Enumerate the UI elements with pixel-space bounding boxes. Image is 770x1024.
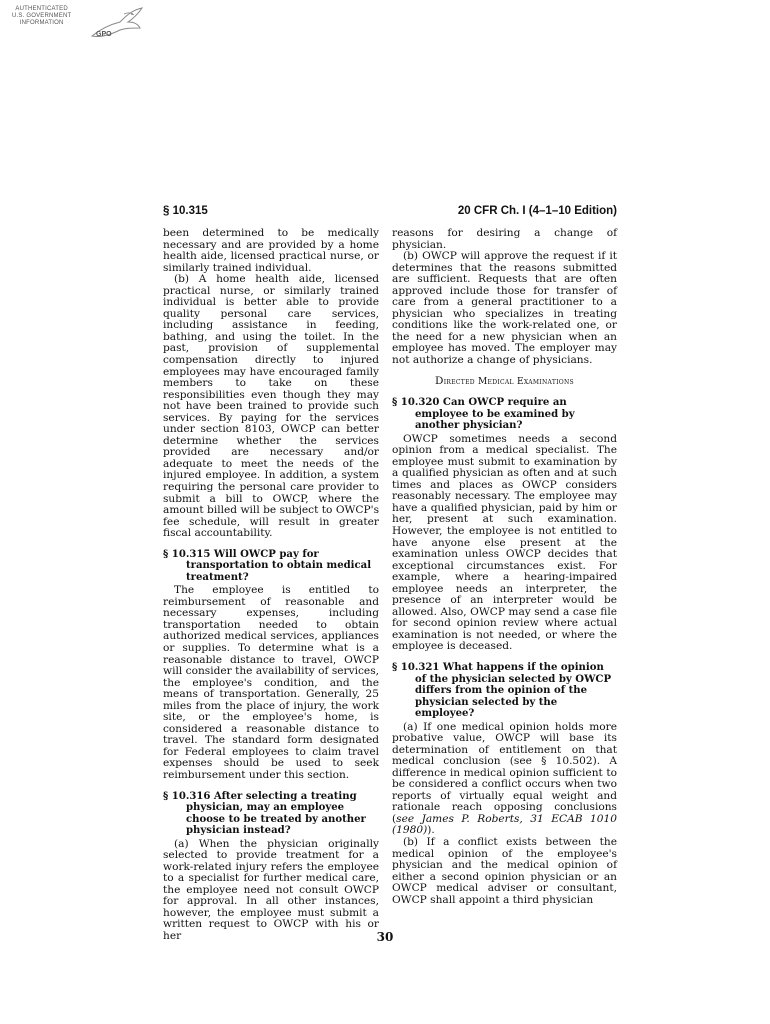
section-heading-10-320: § 10.320 Can OWCP require an employee to be examined by another physician? bbox=[392, 397, 575, 432]
paragraph: reasons for desiring a change of physician. bbox=[392, 227, 617, 251]
left-column bbox=[163, 228, 379, 942]
paragraph-text: ). bbox=[427, 824, 435, 837]
section-number: § 10.315 bbox=[163, 205, 208, 217]
paragraph: The employee is entitled to reimbursement of reasonable and necessary expenses, including transportation needed to obtain authorized medical services, appliances or supplies. To determine what is a reasonable distance to travel, OWCP will consider the availability of services, the employee's condition, and the means of transportation. Generally, 25 miles from the place of injury, the work site, or the employee's home, is considered a reasonable distance to travel. The standard form designated for Federal employees to claim travel expenses should be used to seek reimbursement under this section. bbox=[163, 584, 379, 782]
seal-line: INFORMATION bbox=[19, 20, 64, 26]
paragraph-text: (a) If one medical opinion holds more probative value, OWCP will base its determination of entitlement on that medical conclusion (see § 10.502). A difference in medical opinion sufficient to be considered a conflict occurs when two reports of virtually equal weight and rationale reach opposing conclusions ( bbox=[392, 720, 617, 825]
paragraph: been determined to be medically necessary and are provided by a home health aide, licensed practical nurse, or similarly trained individual. bbox=[163, 227, 379, 274]
gpo-authentication-seal bbox=[10, 4, 144, 50]
seal-line: U.S. GOVERNMENT bbox=[12, 13, 72, 19]
right-column bbox=[392, 228, 617, 906]
paragraph bbox=[392, 722, 617, 837]
section-heading-10-321: § 10.321 What happens if the opinion of the physician selected by OWCP differs from the opinion of the physician selected by the employee? bbox=[392, 662, 612, 719]
running-head bbox=[163, 205, 617, 221]
section-heading-10-316: § 10.316 After selecting a treating physician, may an employee choose to be treated by another physician instead? bbox=[163, 790, 366, 837]
paragraph: OWCP sometimes needs a second opinion from a medical specialist. The employee must submit to examination by a qualified physician as often and at such times and places as OWCP considers reasonably necessary. The employee may have a qualified physician, paid by him or her, present at such examination. However, the employee is not entitled to have anyone else present at the examination unless OWCP decides that exceptional circumstances exist. For example, where a hearing-impaired employee needs an interpreter, the presence of an interpreter would be allowed. Also, OWCP may send a case file for second opinion review where actual examination is not needed, or where the employee is deceased. bbox=[392, 432, 617, 653]
seal-line: AUTHENTICATED bbox=[15, 6, 68, 12]
subpart-heading: Directed Medical Examinations bbox=[435, 374, 574, 387]
paragraph: (b) If a conflict exists between the medical opinion of the employee's physician and the medical opinion of either a second opinion physician or an OWCP medical adviser or consultant, OWCP shall appoint a third physician bbox=[392, 835, 617, 906]
seal-text bbox=[12, 6, 71, 27]
paragraph: (b) A home health aide, licensed practical nurse, or similarly trained individual is better able to provide quality personal care services, including assistance in feeding, bathing, and using the toilet. In the past, provision of supplemental compensation directly to injured employees may have encouraged family members to take on these responsibilities even though they may not have been trained to provide such services. By paying for the services under section 8103, OWCP can better determine whether the services provided are necessary and/or adequate to meet the needs of the injured employee. In addition, a system requiring the personal care provider to submit a bill to OWCP, where the amount billed will be subject to OWCP's fee schedule, will result in greater fiscal accountability. bbox=[163, 273, 379, 540]
paragraph: (b) OWCP will approve the request if it determines that the reasons submitted are sufficient. Requests that are often approved include those for transfer of care from a general practitioner to a physician who specializes in treating conditions like the work-related one, or the need for a new physician when an employee has moved. The employer may not authorize a change of physicians. bbox=[392, 250, 617, 367]
paragraph: (a) When the physician originally selected to provide treatment for a work-related injury refers the employee to a specialist for further medical care, the employee need not consult OWCP for approval. In all other instances, however, the employee must submit a written request to OWCP with his or her bbox=[163, 837, 379, 942]
case-citation: see James P. Roberts, 31 ECAB 1010 (1980) bbox=[392, 812, 617, 837]
eagle-icon bbox=[88, 6, 148, 48]
volume-edition: 20 CFR Ch. I (4–1–10 Edition) bbox=[457, 205, 617, 217]
section-heading-10-315: § 10.315 Will OWCP pay for transportation to obtain medical treatment? bbox=[163, 548, 372, 583]
page-number: 30 bbox=[376, 930, 394, 944]
gpo-label: GPO bbox=[96, 31, 112, 38]
